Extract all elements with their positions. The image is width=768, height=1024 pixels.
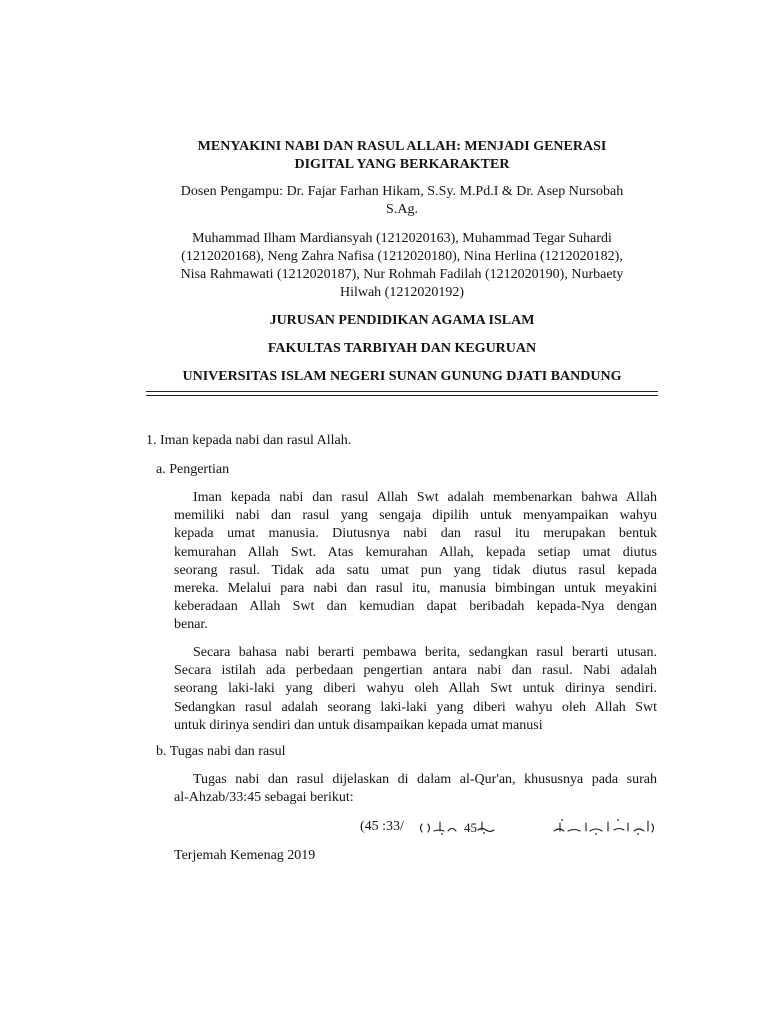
text-line: kemurahan Allah Swt. Atas kemurahan Allah, kepada setiap umat diutus xyxy=(174,544,657,560)
text-line: Sedangkan rasul adalah seorang laki-laki yang diberi wahyu oleh Allah Swt xyxy=(174,699,657,715)
paragraph-pengertian-1 xyxy=(174,489,657,635)
text-line: memiliki nabi dan rasul yang sengaja dipilih untuk menyampaikan wahyu xyxy=(174,508,657,524)
author-line: Nisa Rahmawati (1212020187), Nur Rohmah Fadilah (1212020190), Nurbaety xyxy=(180,267,624,282)
document-header xyxy=(146,138,658,386)
text-line: Iman kepada nabi dan rasul Allah Swt adalah membenarkan bahwa Allah xyxy=(193,490,657,505)
ayat-number: 45 xyxy=(464,820,477,835)
arabic-calligraphy-strokes xyxy=(418,818,658,838)
title-line: MENYAKINI NABI DAN RASUL ALLAH: MENJADI GENERASI xyxy=(197,139,607,154)
document-title xyxy=(146,138,658,174)
text-line: Secara istilah ada perbedaan pengertian antara nabi dan rasul. Nabi adalah xyxy=(174,663,657,679)
text-line: al-Ahzab/33:45 sebagai berikut: xyxy=(174,790,354,806)
terjemah-caption: Terjemah Kemenag 2019 xyxy=(174,848,316,863)
jurusan-heading: JURUSAN PENDIDIKAN AGAMA ISLAM xyxy=(269,313,535,328)
quran-verse xyxy=(360,818,658,838)
fakultas-heading: FAKULTAS TARBIYAH DAN KEGURUAN xyxy=(267,341,537,356)
text-line: seorang rasul. Tidak ada satu umat pun yang tidak diutus rasul kepada xyxy=(174,562,657,578)
section-b-heading: b. Tugas nabi dan rasul xyxy=(156,744,286,759)
author-line: Muhammad Ilham Mardiansyah (1212020163), Muhammad Tegar Suhardi xyxy=(192,231,612,246)
text-line: seorang laki-laki yang diberi wahyu oleh Allah Swt untuk dirinya sendiri. xyxy=(174,681,657,697)
section-a-heading: a. Pengertian xyxy=(156,462,230,477)
author-line: Hilwah (1212020192) xyxy=(339,285,465,300)
paragraph-tugas xyxy=(174,771,657,807)
verse-reference: (45 :33/ xyxy=(360,819,404,834)
dosen-line: S.Ag. xyxy=(386,202,418,217)
text-line: kepada umat manusia. Diutusnya nabi dan rasul itu merupakan bentuk xyxy=(174,526,657,542)
text-line: untuk dirinya sendiri dan untuk disampaikan kepada umat manusi xyxy=(174,717,543,733)
text-line: Secara bahasa nabi berarti pembawa berita, sedangkan rasul berarti utusan. xyxy=(193,645,657,660)
title-line: DIGITAL YANG BERKARAKTER xyxy=(294,157,510,172)
text-line: keberadaan Allah Swt dan kemudian dapat beribadah kepada-Nya dengan xyxy=(174,599,657,615)
dosen-line: Dosen Pengampu: Dr. Fajar Farhan Hikam, S.Sy. M.Pd.I & Dr. Asep Nursobah xyxy=(180,184,624,199)
header-double-rule xyxy=(146,391,658,396)
text-line: Tugas nabi dan rasul dijelaskan di dalam al-Qur'an, khususnya pada surah xyxy=(193,772,657,787)
author-line: (1212020168), Neng Zahra Nafisa (1212020180), Nina Herlina (1212020182), xyxy=(181,249,623,264)
paragraph-pengertian-2 xyxy=(174,644,657,735)
section-1-heading: 1. Iman kepada nabi dan rasul Allah. xyxy=(146,433,352,448)
universitas-heading: UNIVERSITAS ISLAM NEGERI SUNAN GUNUNG DJATI BANDUNG xyxy=(182,369,622,384)
author-list xyxy=(146,230,658,302)
text-line: benar. xyxy=(174,617,208,633)
text-line: mereka. Melalui para nabi dan rasul itu, manusia bimbingan untuk meyakini xyxy=(174,581,657,597)
dosen-pengampu xyxy=(146,183,658,219)
